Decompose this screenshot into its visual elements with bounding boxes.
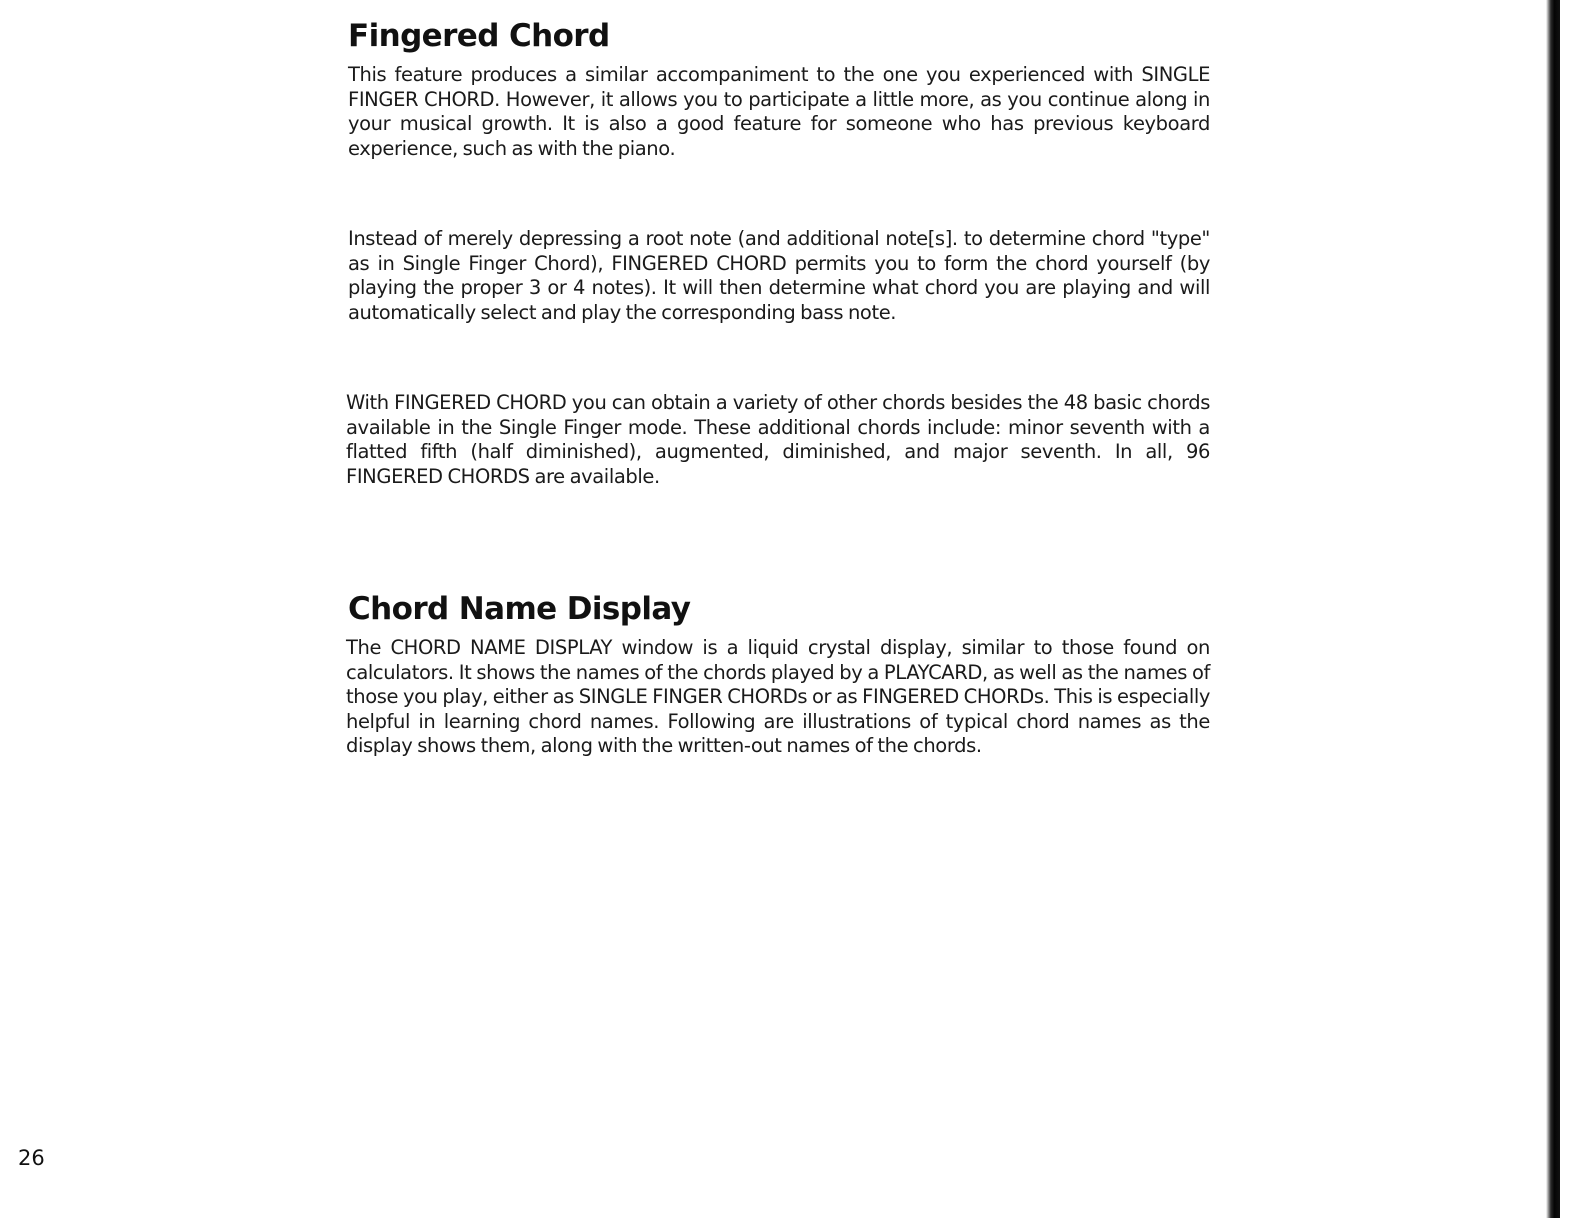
- page-number: 26: [18, 1146, 45, 1170]
- paragraph: With FINGERED CHORD you can obtain a variety of other chords besides the 48 basic chords available in the Single Finger mode. These additional chords include: minor seventh with a flatted fifth (half diminished), augmented, diminished, and major seventh. In all, 96 FINGERED CHORDS are available.: [346, 391, 1210, 488]
- binding-edge: [1546, 0, 1560, 1218]
- section-fingered-chord: [346, 18, 1210, 489]
- section-heading: Fingered Chord: [348, 18, 610, 54]
- page-content: [346, 18, 1210, 759]
- paragraph: This feature produces a similar accompaniment to the one you experienced with SINGLE FINGER CHORD. However, it allows you to participate a little more, as you continue along in your musical growth. It is also a good feature for someone who has previous keyboard experience, such as with the piano.: [348, 63, 1210, 160]
- paragraph: The CHORD NAME DISPLAY window is a liquid crystal display, similar to those found on calculators. It shows the names of the chords played by a PLAYCARD, as well as the names of those you play, either as SINGLE FINGER CHORDs or as FINGERED CHORDs. This is especially helpful in learning chord names. Following are illustrations of typical chord names as the display shows them, along with the written-out names of the chords.: [346, 636, 1210, 758]
- page-margin: [1560, 0, 1578, 1218]
- section-heading: Chord Name Display: [348, 591, 691, 628]
- section-chord-name-display: [346, 591, 1210, 759]
- paragraph: Instead of merely depressing a root note (and additional note[s]. to determine chord "type" as in Single Finger Chord), FINGERED CHORD permits you to form the chord yourself (by playing the proper 3 or 4 notes). It will then determine what chord you are playing and will automatically select and play the corresponding bass note.: [348, 227, 1210, 324]
